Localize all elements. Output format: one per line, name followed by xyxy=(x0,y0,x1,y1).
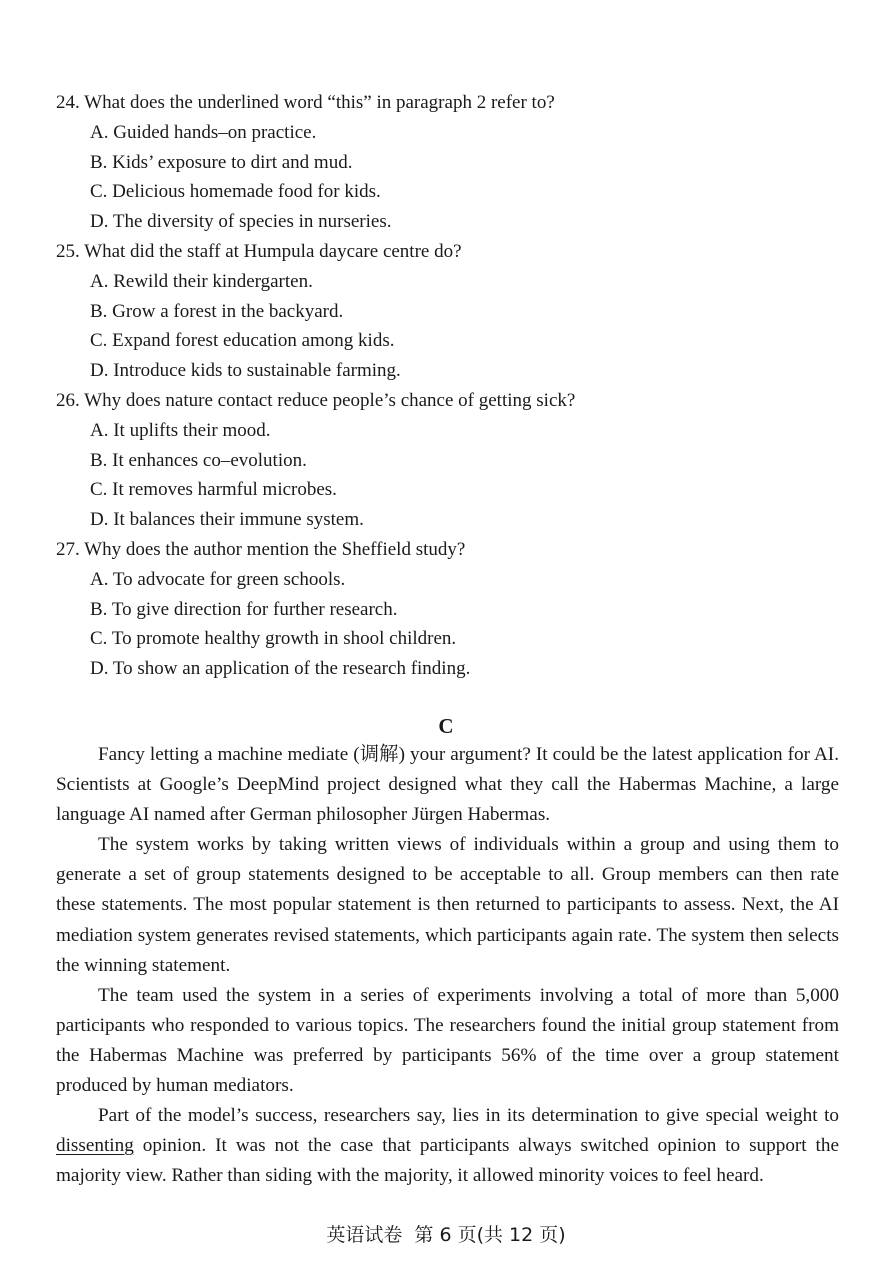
reading-passage xyxy=(56,740,839,1191)
paragraph-1: Fancy letting a machine mediate (调解) your argument? It could be the latest application for AI. Scientists at Google’s DeepMind project designed what they call the Habermas Machine, a large language AI named after German philosopher Jürgen Habermas. xyxy=(56,744,839,826)
underlined-word: dissenting xyxy=(56,1135,134,1157)
option-a: A. Rewild their kindergarten. xyxy=(90,270,313,292)
paragraph-3: The team used the system in a series of experiments involving a total of more than 5,000 participants who responded to various topics. The researchers found the initial group statement from the Habermas Machine was preferred by participants 56% of the time over a group statement produced by human mediators. xyxy=(56,984,839,1097)
option-d: D. To show an application of the research finding. xyxy=(90,658,471,680)
footer-page-number: 第 6 页(共 12 页) xyxy=(414,1224,566,1246)
option-c: C. Delicious homemade food for kids. xyxy=(90,181,381,203)
option-b: B. Kids’ exposure to dirt and mud. xyxy=(90,151,353,173)
option-c: C. Expand forest education among kids. xyxy=(90,330,395,352)
option-b: B. To give direction for further research. xyxy=(90,598,398,620)
question-stem: 27. Why does the author mention the Sheffield study? xyxy=(56,538,466,560)
option-d: D. The diversity of species in nurseries. xyxy=(90,211,392,233)
option-b: B. It enhances co–evolution. xyxy=(90,449,307,471)
option-a: A. To advocate for green schools. xyxy=(90,568,346,590)
page-footer xyxy=(0,1222,892,1248)
question-24 xyxy=(56,88,846,237)
option-a: A. Guided hands–on practice. xyxy=(90,121,317,143)
option-d: D. It balances their immune system. xyxy=(90,509,364,531)
option-d: D. Introduce kids to sustainable farming. xyxy=(90,360,401,382)
footer-subject: 英语试卷 xyxy=(326,1224,403,1246)
paragraph-4-text-after: opinion. It was not the case that participants always switched opinion to support the majority view. Rather than siding with the majority, it allowed minority voices to feel heard. xyxy=(56,1135,839,1187)
option-b: B. Grow a forest in the backyard. xyxy=(90,300,344,322)
question-27 xyxy=(56,535,846,684)
question-26 xyxy=(56,386,846,535)
paragraph-4-text-before: Part of the model’s success, researchers say, lies in its determination to give special weight to xyxy=(98,1105,839,1127)
question-list xyxy=(56,88,846,684)
section-heading: C xyxy=(438,714,454,738)
paragraph-4 xyxy=(56,1101,839,1191)
option-c: C. To promote healthy growth in shool children. xyxy=(90,628,457,650)
question-25 xyxy=(56,237,846,386)
question-stem: 26. Why does nature contact reduce people’s chance of getting sick? xyxy=(56,389,576,411)
paragraph-2: The system works by taking written views of individuals within a group and using them to generate a set of group statements designed to be acceptable to all. Group members can then rate these statements. The most popular statement is then returned to participants to assess. Next, the AI mediation system generates revised statements, which participants again rate. The system then selects the winning statement. xyxy=(56,834,839,976)
question-stem: 24. What does the underlined word “this” in paragraph 2 refer to? xyxy=(56,92,555,113)
option-a: A. It uplifts their mood. xyxy=(90,419,271,441)
question-stem: 25. What did the staff at Humpula daycare centre do? xyxy=(56,240,462,262)
option-c: C. It removes harmful microbes. xyxy=(90,479,337,501)
